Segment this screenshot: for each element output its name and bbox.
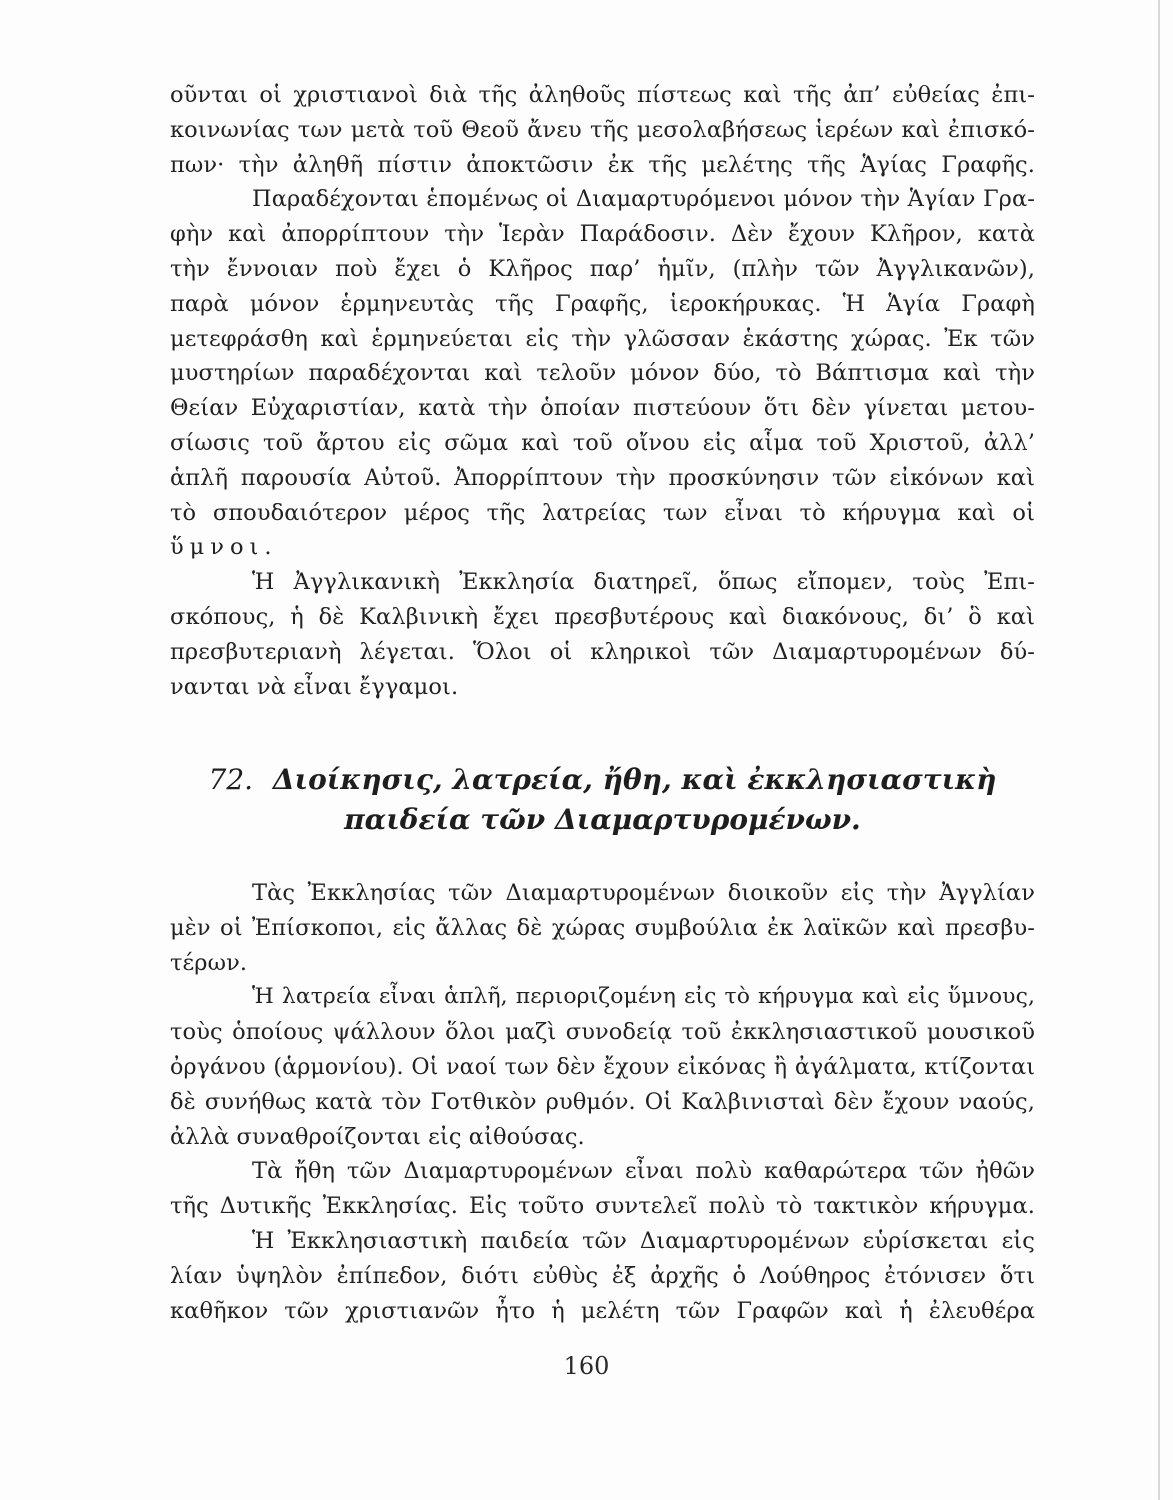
text-line: μυστηρίων παραδέχονται καὶ τελοῦν μόνον δύο, τὸ Βάπτισμα καὶ τὴν [170, 360, 1035, 387]
section-title-part-1: Διοίκησις, λατρεία, ἤθη, καὶ ἐκκλησιαστικὴ [272, 763, 997, 796]
section-heading-line-1 [170, 760, 1035, 800]
text-line: ἁπλῆ παρουσία Αὐτοῦ. Ἀπορρίπτουν τὴν προσκύνησιν τῶν εἰκόνων καὶ [170, 464, 1035, 491]
text-line: Ἡ Ἐκκλησιαστικὴ παιδεία τῶν Διαμαρτυρομένων εὑρίσκεται εἰς [252, 1227, 1035, 1254]
text-line: ὕμνοι. [170, 534, 278, 561]
text-line: φὴν καὶ ἀπορρίπτουν τὴν Ἱερὰν Παράδοσιν. Δὲν ἔχουν Κλῆρον, κατὰ [170, 221, 1035, 248]
section-heading [170, 760, 1035, 840]
text-line: πων· τὴν ἀληθῆ πίστιν ἀποκτῶσιν ἐκ τῆς μελέτης τῆς Ἁγίας Γραφῆς. [170, 151, 1035, 178]
text-line: Ἡ Ἀγγλικανικὴ Ἐκκλησία διατηρεῖ, ὅπως εἴπομεν, τοὺς Ἐπι- [252, 569, 1035, 596]
text-line: ἀλλὰ συναθροίζονται εἰς αἰθούσας. [170, 1123, 585, 1150]
section-number: 72. [208, 763, 254, 796]
text-line: τοὺς ὁποίους ψάλλουν ὅλοι μαζὶ συνοδείᾳ τοῦ ἐκκλησιαστικοῦ μουσικοῦ [170, 1019, 1035, 1046]
text-line: παρὰ μόνον ἑρμηνευτὰς τῆς Γραφῆς, ἱεροκήρυκας. Ἡ Ἁγία Γραφὴ [170, 290, 1035, 317]
text-line: τὴν ἔννοιαν ποὺ ἔχει ὁ Κλῆρος παρ’ ἡμῖν, (πλὴν τῶν Ἀγγλικανῶν), [170, 255, 1035, 282]
text-line: Θείαν Εὐχαριστίαν, κατὰ τὴν ὁποίαν πιστεύουν ὅτι δὲν γίνεται μετου- [170, 395, 1035, 422]
text-line: λίαν ὑψηλὸν ἐπίπεδον, διότι εὐθὺς ἐξ ἀρχῆς ὁ Λούθηρος ἐτόνισεν ὅτι [170, 1262, 1035, 1289]
page-edge-shadow [1158, 0, 1160, 1500]
text-line: μετεφράσθη καὶ ἑρμηνεύεται εἰς τὴν γλῶσσαν ἑκάστης χώρας. Ἐκ τῶν [170, 325, 1035, 352]
text-line: δὲ συνήθως κατὰ τὸν Γοτθικὸν ρυθμόν. Οἱ Καλβινισταὶ δὲν ἔχουν ναούς, [170, 1088, 1035, 1115]
body-text-bottom [170, 876, 1035, 1328]
text-line: Ἡ λατρεία εἶναι ἁπλῆ, περιοριζομένη εἰς τὸ κήρυγμα καὶ εἰς ὕμνους, [252, 984, 1035, 1010]
text-line: τῆς Δυτικῆς Ἐκκλησίας. Εἰς τοῦτο συντελεῖ πολὺ τὸ τακτικὸν κήρυγμα. [170, 1193, 1035, 1220]
text-line: νανται νὰ εἶναι ἔγγαμοι. [170, 673, 459, 700]
body-text-top [170, 78, 1035, 704]
text-line: μὲν οἱ Ἐπίσκοποι, εἰς ἄλλας δὲ χώρας συμβούλια ἐκ λαϊκῶν καὶ πρεσβυ- [170, 914, 1035, 941]
text-line: σίωσις τοῦ ἄρτου εἰς σῶμα καὶ τοῦ οἴνου εἰς αἷμα τοῦ Χριστοῦ, ἀλλ’ [170, 429, 1035, 456]
text-line: τὸ σπουδαιότερον μέρος τῆς λατρείας των εἶναι τὸ κήρυγμα καὶ οἱ [170, 499, 1035, 526]
text-line: καθῆκον τῶν χριστιανῶν ἦτο ἡ μελέτη τῶν Γραφῶν καὶ ἡ ἐλευθέρα [170, 1297, 1035, 1324]
text-line: οῦνται οἱ χριστιανοὶ διὰ τῆς ἀληθοῦς πίστεως καὶ τῆς ἀπ’ εὐθείας ἐπι- [170, 82, 1035, 108]
text-line: ὀργάνου (ἁρμονίου). Οἱ ναοί των δὲν ἔχουν εἰκόνας ἢ ἀγάλματα, κτίζονται [170, 1053, 1035, 1080]
page-number: 160 [563, 1352, 610, 1380]
text-line: Παραδέχονται ἑπομένως οἱ Διαμαρτυρόμενοι μόνον τὴν Ἁγίαν Γρα- [252, 186, 1035, 213]
text-line: πρεσβυτεριανὴ λέγεται. Ὅλοι οἱ κληρικοὶ τῶν Διαμαρτυρομένων δύ- [170, 638, 1035, 665]
section-heading-line-2: παιδεία τῶν Διαμαρτυρομένων. [344, 803, 861, 836]
text-line: κοινωνίας των μετὰ τοῦ Θεοῦ ἄνευ τῆς μεσολαβήσεως ἱερέων καὶ ἐπισκό- [170, 116, 1035, 143]
text-line: τέρων. [170, 949, 248, 976]
text-line: Τὰ ἤθη τῶν Διαμαρτυρομένων εἶναι πολὺ καθαρώτερα τῶν ἠθῶν [252, 1158, 1035, 1185]
text-line: σκόπους, ἡ δὲ Καλβινικὴ ἔχει πρεσβυτέρους καὶ διακόνους, δι’ ὃ καὶ [170, 603, 1035, 630]
text-line: Τὰς Ἐκκλησίας τῶν Διαμαρτυρομένων διοικοῦν εἰς τὴν Ἀγγλίαν [252, 880, 1035, 906]
